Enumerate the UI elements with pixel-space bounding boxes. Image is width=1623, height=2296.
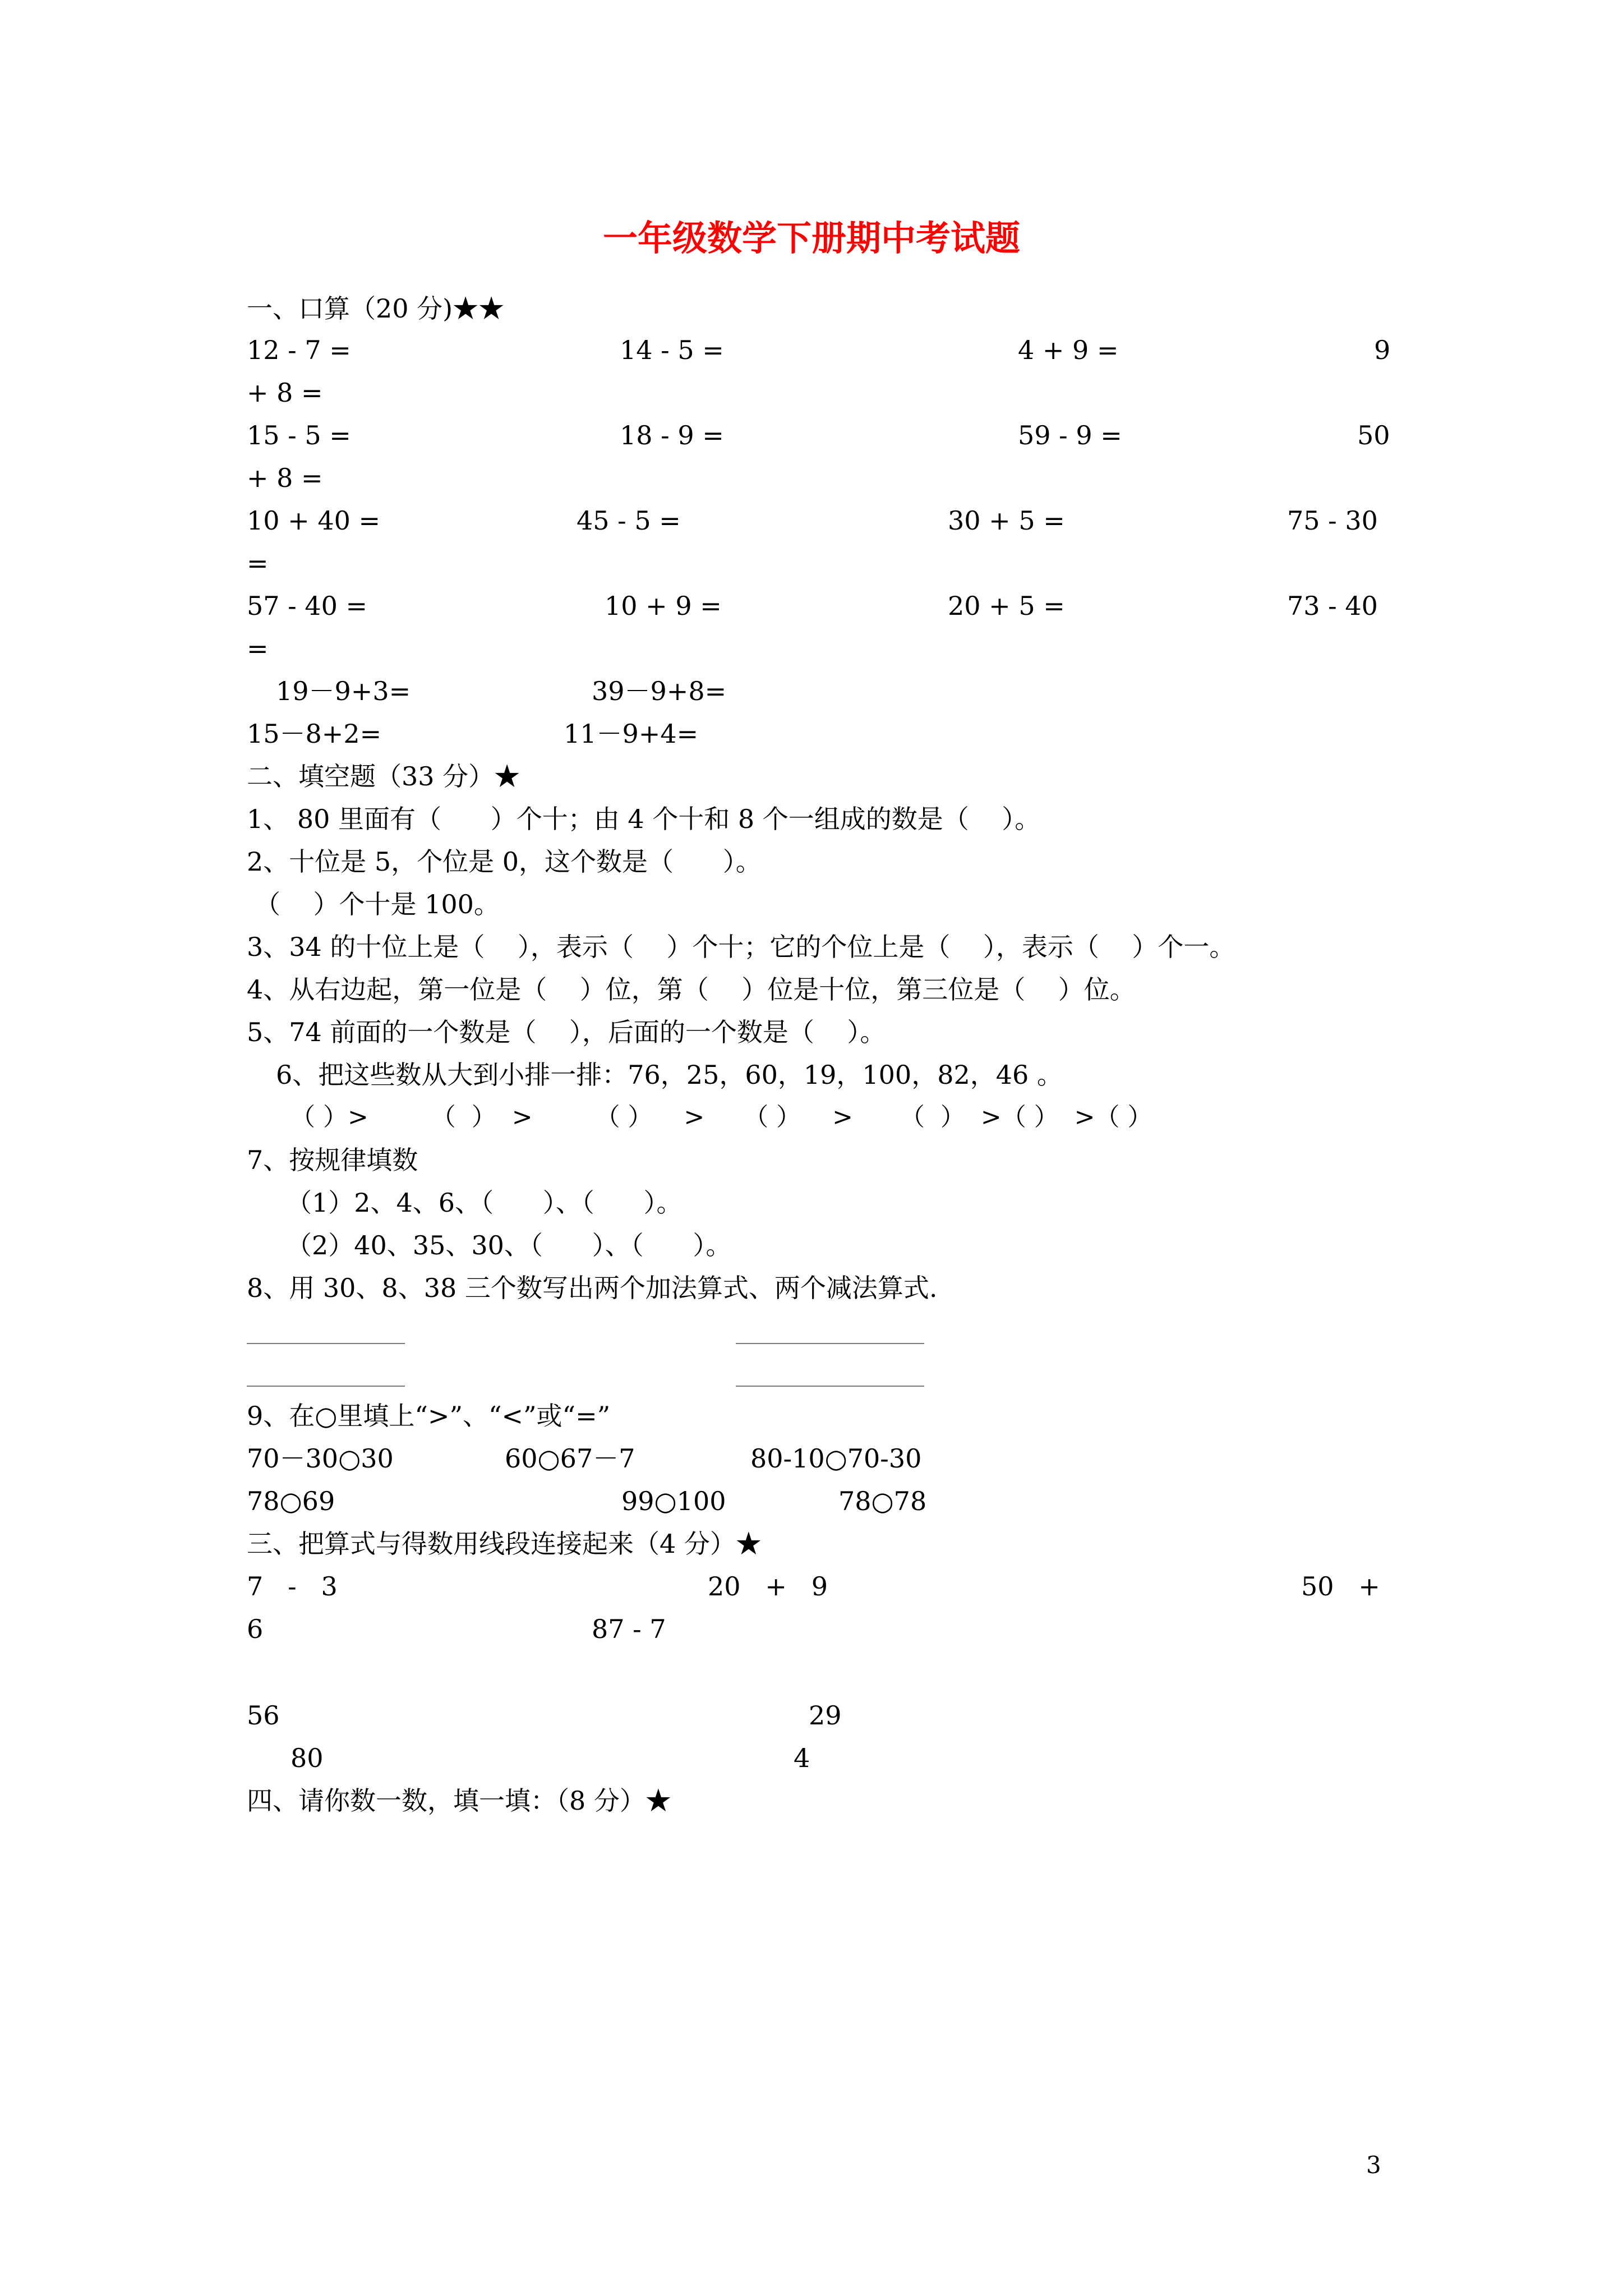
arith-r3-c4: 75 - 30	[1287, 505, 1378, 536]
question-5: 5、74 前面的一个数是（ ），后面的一个数是（ ）。	[247, 1017, 886, 1047]
arith-r1-c2: 14 - 5 =	[620, 335, 724, 365]
question-7-2: （2）40、35、30、（ ）、（ ）。	[286, 1230, 732, 1260]
expr-7-minus-3: 7 - 3	[247, 1571, 338, 1602]
question-7: 7、按规律填数	[247, 1145, 418, 1175]
arith-r1-c4: 9	[1374, 335, 1391, 365]
answer-line[interactable]	[247, 1386, 405, 1387]
question-9: 9、在○里填上“>”、“<”或“=”	[247, 1401, 611, 1431]
answer-line[interactable]	[247, 1343, 405, 1344]
compare-r1-c1: 70－30○30	[247, 1443, 394, 1474]
answer-line[interactable]	[736, 1343, 924, 1344]
answer-line[interactable]	[736, 1386, 924, 1387]
arith-r2-c3: 59 - 9 =	[1018, 420, 1122, 450]
arith-r4-c2: 10 + 9 =	[605, 591, 722, 621]
result-80: 80	[291, 1743, 324, 1773]
section1-heading: 一、口算（20 分)★★	[247, 293, 505, 324]
arith-r3-c4b: =	[247, 548, 269, 578]
arith-r4-c4: 73 - 40	[1287, 591, 1378, 621]
question-3: 3、34 的十位上是（ ），表示（ ）个十；它的个位上是（ ），表示（ ）个一。	[247, 932, 1235, 962]
compare-r2-c1: 78○69	[247, 1486, 335, 1516]
mixed-2: 39－9+8=	[592, 676, 727, 706]
arith-r2-c1: 15 - 5 =	[247, 420, 351, 450]
arith-r1-c4b: + 8 =	[247, 378, 323, 408]
arith-r4-c4b: =	[247, 633, 269, 664]
section4-heading: 四、请你数一数，填一填：（8 分）★	[247, 1786, 671, 1816]
expr-20-plus-9: 20 + 9	[708, 1571, 828, 1602]
expr-50-plus: 50 +	[1301, 1571, 1380, 1602]
arith-r1-c3: 4 + 9 =	[1018, 335, 1119, 365]
question-1: 1、 80 里面有（ ）个十；由 4 个十和 8 个一组成的数是（ ）。	[247, 804, 1041, 834]
question-2: 2、十位是 5，个位是 0，这个数是（ ）。	[247, 846, 762, 877]
question-6: 6、把这些数从大到小排一排：76，25，60，19，100，82，46 。	[276, 1060, 1063, 1090]
arith-r2-c4b: + 8 =	[247, 463, 323, 493]
question-2b: （ ）个十是 100。	[255, 889, 500, 919]
mixed-4: 11－9+4=	[564, 719, 699, 749]
arith-r3-c2: 45 - 5 =	[577, 505, 681, 536]
result-56: 56	[247, 1700, 280, 1731]
arith-r4-c1: 57 - 40 =	[247, 591, 368, 621]
page-number: 3	[1366, 2151, 1381, 2179]
arith-r2-c4: 50	[1357, 420, 1390, 450]
question-8: 8、用 30、8、38 三个数写出两个加法算式、两个减法算式.	[247, 1273, 938, 1303]
question-4: 4、从右边起，第一位是（ ）位，第（ ）位是十位，第三位是（ ）位。	[247, 974, 1136, 1005]
question-7-1: （1）2、4、6、（ ）、（ ）。	[286, 1188, 683, 1218]
section3-heading: 三、把算式与得数用线段连接起来（4 分）★	[247, 1529, 762, 1559]
compare-r2-c3: 78○78	[838, 1486, 927, 1516]
compare-r1-c2: 60○67－7	[505, 1443, 635, 1474]
arith-r4-c3: 20 + 5 =	[948, 591, 1065, 621]
arith-r1-c1: 12 - 7 =	[247, 335, 351, 365]
mixed-1: 19－9+3=	[276, 676, 411, 706]
exam-title: 一年级数学下册期中考试题	[602, 218, 1020, 259]
arith-r3-c3: 30 + 5 =	[948, 505, 1065, 536]
expr-6: 6	[247, 1614, 264, 1644]
result-4: 4	[794, 1743, 810, 1773]
arith-r3-c1: 10 + 40 =	[247, 505, 381, 536]
section2-heading: 二、填空题（33 分）★	[247, 761, 520, 792]
compare-r2-c2: 99○100	[621, 1486, 726, 1516]
mixed-3: 15－8+2=	[247, 719, 382, 749]
compare-r1-c3: 80-10○70-30	[750, 1443, 922, 1474]
result-29: 29	[809, 1700, 842, 1731]
expr-87-minus-7: 87 - 7	[592, 1614, 666, 1644]
arith-r2-c2: 18 - 9 =	[620, 420, 724, 450]
question-6-blanks: （ ）> （ ） > （ ） > （ ） > （ ） >（ ） >（ ）	[291, 1103, 1152, 1131]
